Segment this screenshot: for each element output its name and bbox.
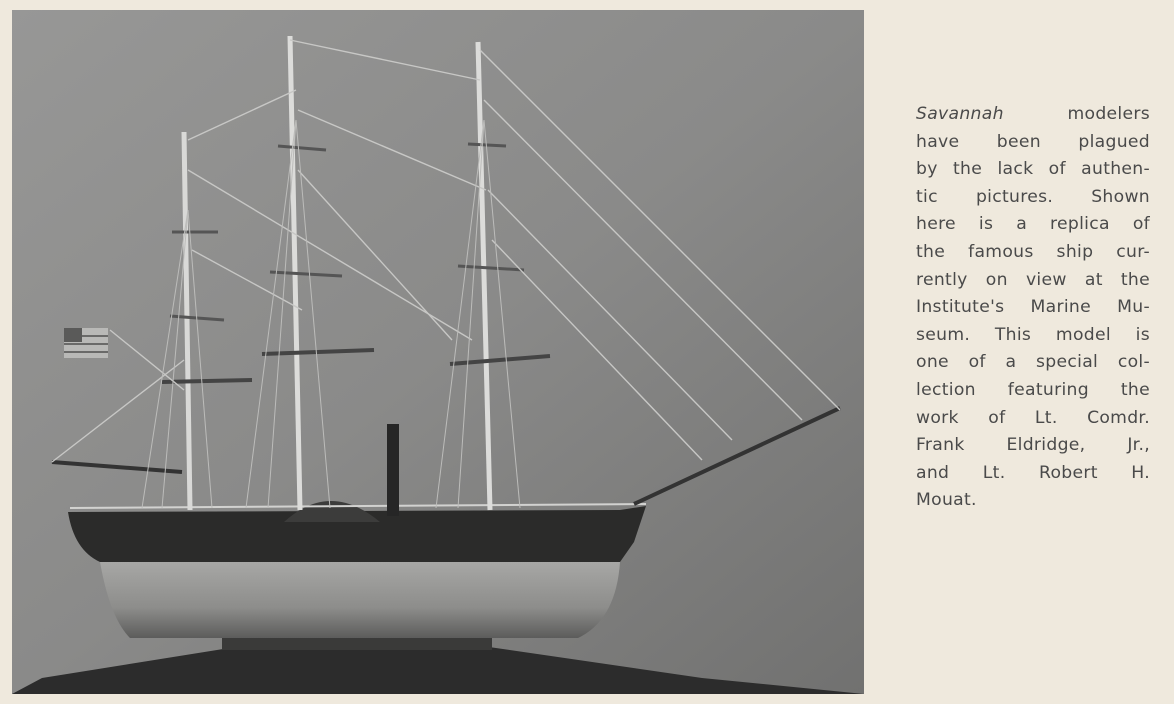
ship-model-photo: [12, 10, 864, 694]
caption-line: Frank Eldridge, Jr.,: [916, 435, 1150, 456]
caption-line: and Lt. Robert H.: [916, 462, 1150, 483]
caption-ship-name: Savannah: [916, 104, 1004, 124]
photo-caption: [916, 101, 1150, 515]
ship-model-illustration: [12, 10, 864, 694]
caption-line: tic pictures. Shown: [916, 186, 1150, 207]
caption-line: have been plagued: [916, 131, 1150, 152]
caption-line: seum. This model is: [916, 324, 1150, 345]
caption-line: the famous ship cur-: [916, 241, 1150, 262]
caption-line-text: modelers: [1003, 104, 1150, 124]
caption-line: [916, 101, 1150, 129]
caption-line: Institute's Marine Mu-: [916, 297, 1150, 318]
caption-line: rently on view at the: [916, 269, 1150, 290]
caption-line: by the lack of authen-: [916, 159, 1150, 180]
caption-line: lection featuring the: [916, 379, 1150, 400]
caption-line: work of Lt. Comdr.: [916, 407, 1150, 428]
caption-line: one of a special col-: [916, 352, 1150, 373]
caption-line: here is a replica of: [916, 214, 1150, 235]
caption-line: Mouat.: [916, 490, 977, 511]
